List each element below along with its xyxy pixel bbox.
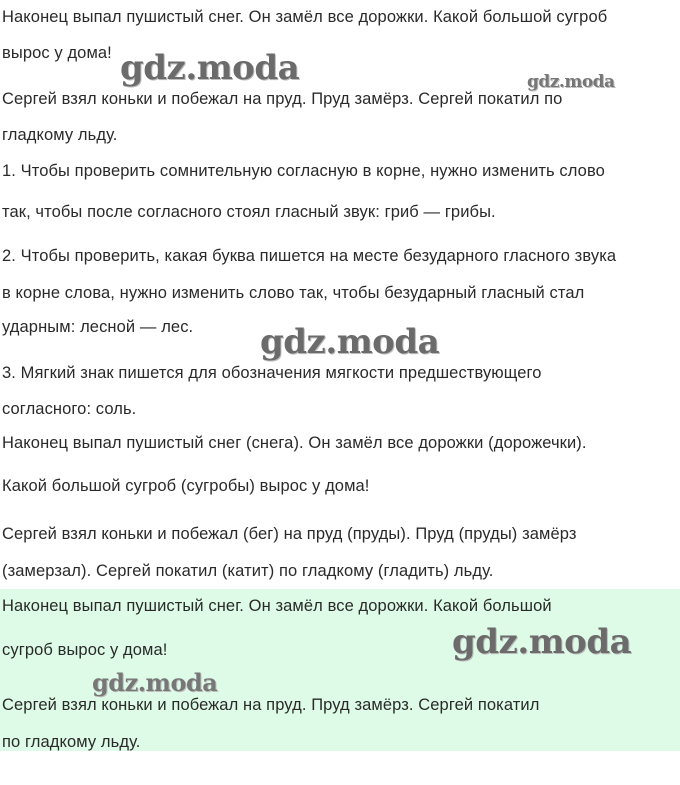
rule-2-line-2: в корне слова, нужно изменить слово так, чтобы безударный гласный стал bbox=[2, 284, 585, 302]
rule-2-line-3: ударным: лесной — лес. bbox=[2, 318, 194, 336]
rule-1-line-1: 1. Чтобы проверить сомнительную согласную в корне, нужно изменить слово bbox=[2, 162, 605, 180]
answer-line-3: Сергей взял коньки и побежал на пруд. Пруд замёрз. Сергей покатил bbox=[2, 696, 540, 714]
check-line-1: Наконец выпал пушистый снег (снега). Он замёл все дорожки (дорожечки). bbox=[2, 434, 587, 452]
check-line-2: Какой большой сугроб (сугробы) вырос у дома! bbox=[2, 477, 370, 495]
rule-1-line-2: так, чтобы после согласного стоял гласный звук: гриб — грибы. bbox=[2, 203, 496, 221]
watermark-logo: gdz.moda bbox=[120, 48, 300, 88]
text-line-3: Сергей взял коньки и побежал на пруд. Пруд замёрз. Сергей покатил по bbox=[2, 90, 563, 108]
watermark-logo: gdz.moda bbox=[527, 72, 615, 92]
text-line-2: вырос у дома! bbox=[2, 44, 112, 62]
check-line-3: Сергей взял коньки и побежал (бег) на пруд (пруды). Пруд (пруды) замёрз bbox=[2, 525, 577, 543]
answer-line-1: Наконец выпал пушистый снег. Он замёл все дорожки. Какой большой bbox=[2, 597, 552, 615]
rule-2-line-1: 2. Чтобы проверить, какая буква пишется на месте безударного гласного звука bbox=[2, 247, 617, 265]
answer-line-2: сугроб вырос у дома! bbox=[2, 641, 168, 659]
text-line-1: Наконец выпал пушистый снег. Он замёл все дорожки. Какой большой сугроб bbox=[2, 8, 608, 26]
rule-3-line-2: согласного: соль. bbox=[2, 400, 137, 418]
text-line-4: гладкому льду. bbox=[2, 126, 118, 144]
answer-line-4: по гладкому льду. bbox=[2, 733, 141, 751]
watermark-logo: gdz.moda bbox=[92, 668, 218, 697]
rule-3-line-1: 3. Мягкий знак пишется для обозначения мягкости предшествующего bbox=[2, 364, 542, 382]
watermark-logo: gdz.moda bbox=[452, 622, 632, 662]
watermark-logo: gdz.moda bbox=[260, 322, 440, 362]
check-line-4: (замерзал). Сергей покатил (катит) по гладкому (гладить) льду. bbox=[2, 562, 494, 580]
